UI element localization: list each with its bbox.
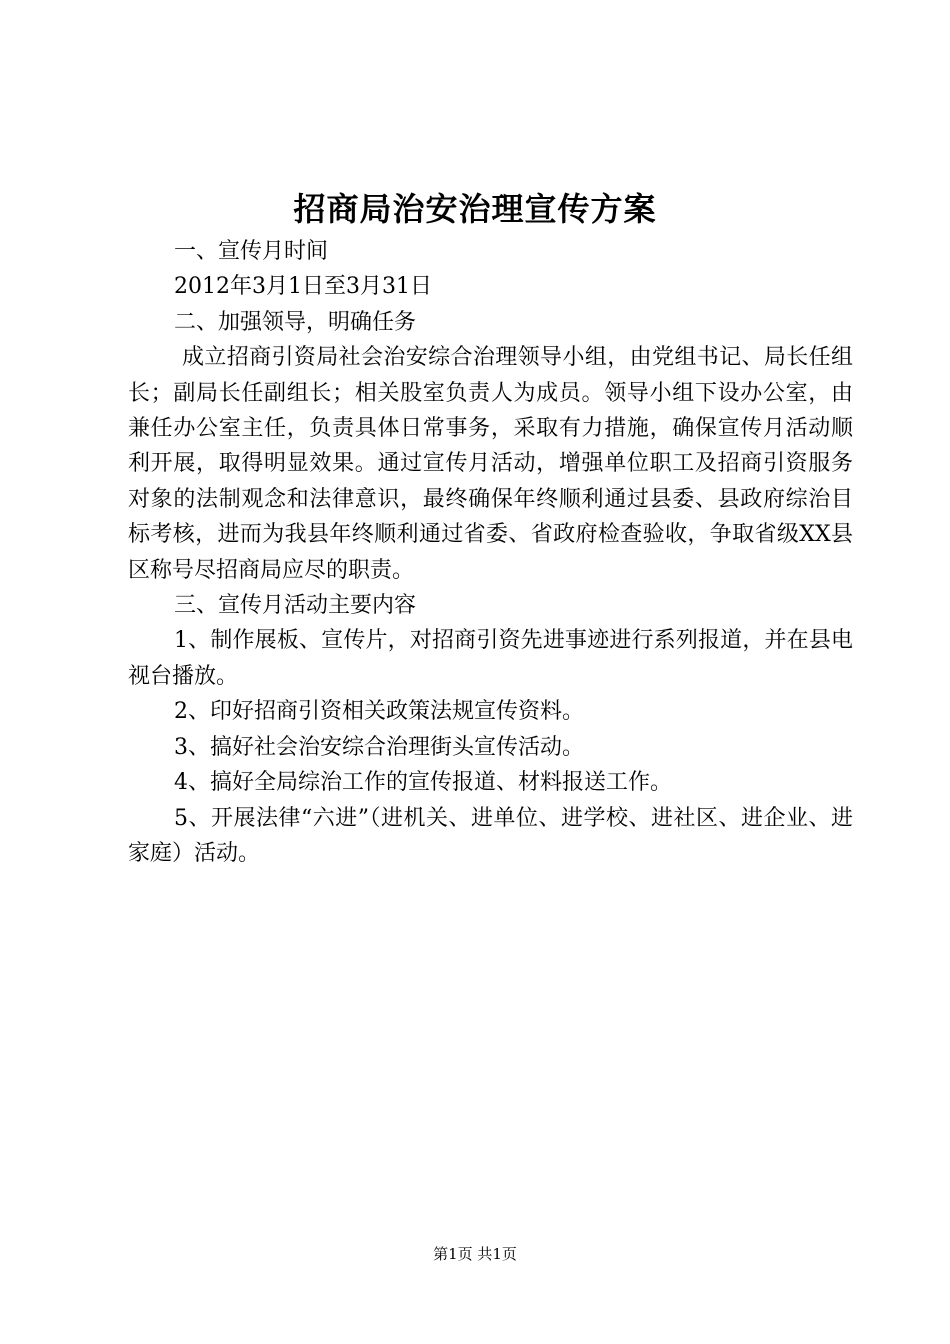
- section-heading-content: 三、宣传月活动主要内容: [174, 593, 417, 619]
- list-item-1: 1、制作展板、宣传片，对招商引资先进事迹进行系列报道，并在县电视台播放。: [128, 628, 853, 689]
- date-range: 2012年3月1日至3月31日: [174, 274, 432, 300]
- section-heading-leadership: 二、加强领导，明确任务: [174, 309, 417, 335]
- list-item-3: 3、搞好社会治安综合治理街头宣传活动。: [174, 734, 584, 760]
- list-item-2: 2、印好招商引资相关政策法规宣传资料。: [174, 699, 584, 725]
- document-body: [128, 234, 853, 871]
- section-heading-time: 一、宣传月时间: [174, 239, 329, 264]
- page-footer: 第1页 共1页: [433, 1245, 517, 1263]
- document-title: 招商局治安治理宣传方案: [293, 190, 657, 228]
- list-item-5: 5、开展法律“六进”（进机关、进单位、进学校、进社区、进企业、进家庭）活动。: [128, 805, 853, 866]
- list-item-4: 4、搞好全局综治工作的宣传报道、材料报送工作。: [174, 770, 672, 796]
- leadership-paragraph: 成立招商引资局社会治安综合治理领导小组，由党组书记、局长任组长；副局长任副组长；相关股室负责人为成员。领导小组下设办公室，由兼任办公室主任，负责具体日常事务，采取有力措施，确保宣传月活动顺利开展，取得明显效果。通过宣传月活动，增强单位职工及招商引资服务对象的法制观念和法律意识，最终确保年终顺利通过县委、县政府综治目标考核，进而为我县年终顺利通过省委、省政府检查验收，争取省级XX县区称号尽招商局应尽的职责。: [128, 345, 853, 583]
